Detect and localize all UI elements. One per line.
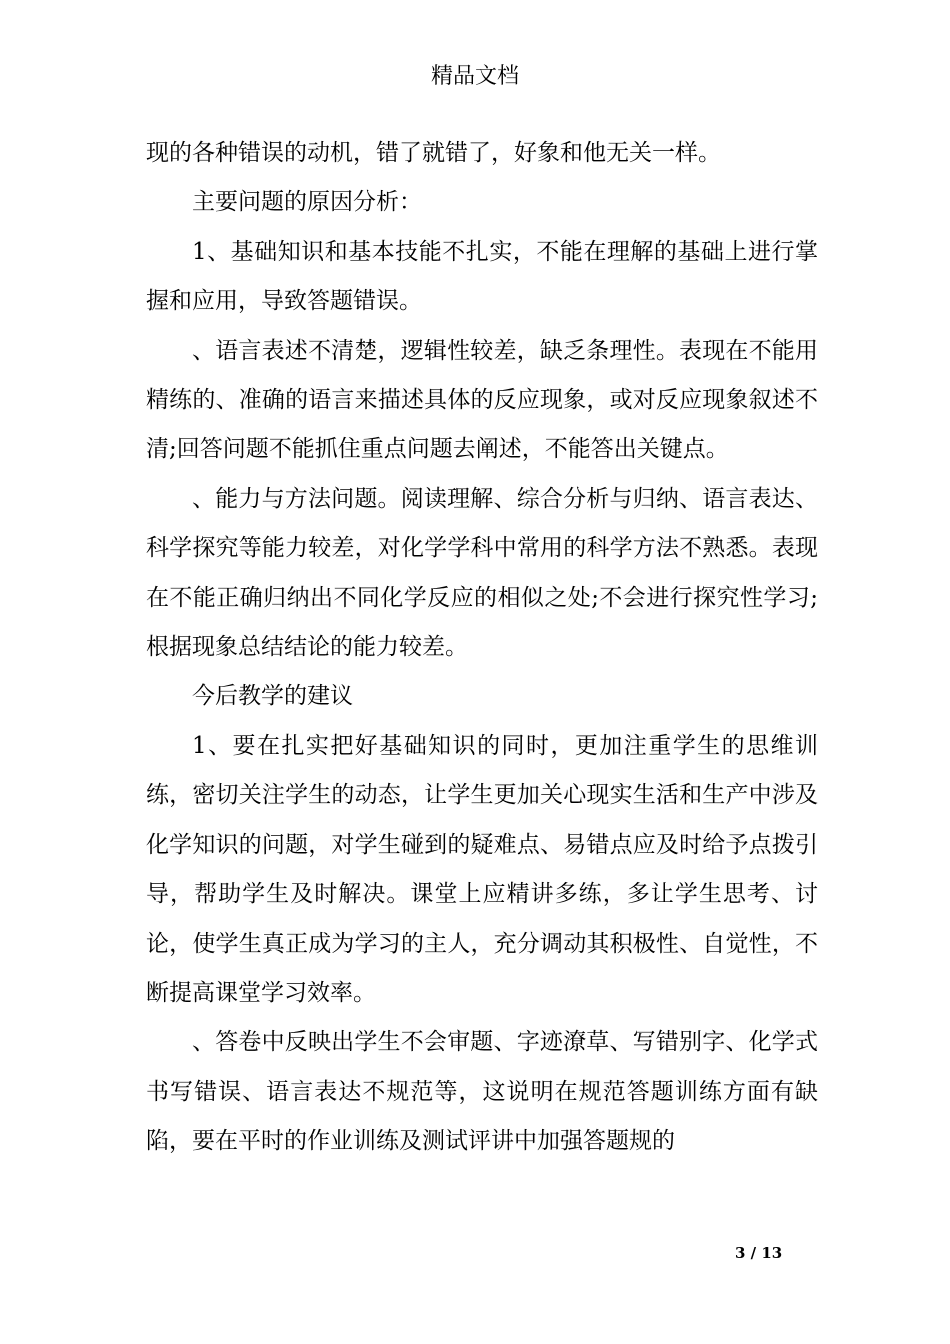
paragraph-7: 1、要在扎实把好基础知识的同时，更加注重学生的思维训练，密切关注学生的动态，让学生更加关心现实生活和生产中涉及化学知识的问题，对学生碰到的疑难点、易错点应及时给予点拨引导，帮助学生及时解决。课堂上应精讲多练，多让学生思考、讨论，使学生真正成为学习的主人，充分调动其积极性、自觉性，不断提高课堂学习效率。 <box>146 732 818 1006</box>
page-number: 3 / 13 <box>735 1244 783 1262</box>
document-body <box>146 129 818 1167</box>
paragraph-6: 今后教学的建议 <box>192 683 353 710</box>
paragraph-3: 1、基础知识和基本技能不扎实，不能在理解的基础上进行掌握和应用，导致答题错误。 <box>146 238 818 315</box>
paragraph-2: 主要问题的原因分析： <box>192 189 422 216</box>
paragraph-4: 、语言表述不清楚，逻辑性较差，缺乏条理性。表现在不能用精练的、准确的语言来描述具体的反应现象，或对反应现象叙述不清;回答问题不能抓住重点问题去阐述，不能答出关键点。 <box>146 337 818 463</box>
page-header-title: 精品文档 <box>430 64 519 89</box>
paragraph-1: 现的各种错误的动机，错了就错了，好象和他无关一样。 <box>146 140 721 166</box>
paragraph-5: 、能力与方法问题。阅读理解、综合分析与归纳、语言表达、科学探究等能力较差，对化学学科中常用的科学方法不熟悉。表现在不能正确归纳出不同化学反应的相似之处;不会进行探究性学习;根据现象总结结论的能力较差。 <box>146 485 818 661</box>
paragraph-8: 、答卷中反映出学生不会审题、字迹潦草、写错别字、化学式书写错误、语言表达不规范等，这说明在规范答题训练方面有缺陷，要在平时的作业训练及测试评讲中加强答题规的 <box>146 1029 818 1155</box>
